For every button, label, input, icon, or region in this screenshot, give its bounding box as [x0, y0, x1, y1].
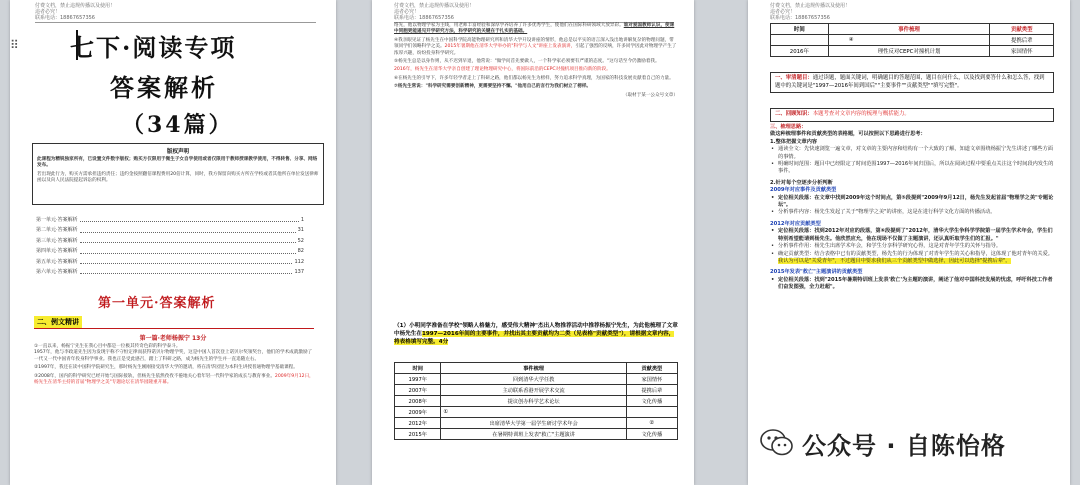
header-text: 违者必究！ [770, 9, 796, 15]
toc-label: 第六单元·答案解析 [36, 269, 78, 276]
page-header [748, 0, 1070, 21]
paragraph: ⑤杨先生总是以身作则，从不迟到早退，他常说："做学问首先要做人，一个科学家必须要有严谨的态度。"这句话至今仍激励着我。 [394, 59, 660, 65]
toc-item[interactable] [36, 246, 304, 256]
source-note: （取材于某一公众号文章） [622, 92, 678, 98]
step-recall-box: 二、回顾知识：本题考查对文章内容的梳理与概括能力。 [770, 108, 1054, 122]
table-row: ④ 提携后辈 [771, 35, 1054, 46]
table-row: 2008年 提议创办科学艺术论坛 文化传播 [395, 396, 678, 407]
header-text: 付费文档，禁止违规传播以及使用！ [35, 3, 116, 9]
paragraph [394, 67, 678, 73]
bullet-item: • 分析事件内容：杨先生发起了关于"物理学之美"的讲座，这是在进行科学文化方面的传播活动。 [770, 209, 1054, 216]
toc-item[interactable] [36, 215, 304, 225]
column-header: 贡献类型 [990, 24, 1054, 35]
subheading: 2015年发表"救亡"主题演讲的贡献类型 [770, 269, 863, 276]
copyright-notice [32, 143, 324, 205]
wechat-icon [760, 428, 794, 458]
paragraph: ③2008年，国内的科学研究已经开始与国际接轨，但杨先生依然孜孜不倦地关心着年轻一代科学家的成长与教育事业。2009年9月12日，杨先生在清华主持的首届"物理学之美"专题论坛在清华园隆重开幕。 [34, 373, 314, 386]
bullet-item: • 分析事件作用：杨先生出席学术年会，和学生分享科学研究心得，这是对青年学生的关怀与指导。 [770, 243, 1054, 250]
table-of-contents [36, 215, 304, 277]
document-page-1 [10, 0, 336, 485]
drag-handle-icon[interactable]: ⠿ [10, 38, 19, 52]
toc-item[interactable] [36, 257, 304, 267]
bullet-item: • 确定贡献类型：结合表格中已有的贡献类型，杨先生的行为体现了对青年学生的关心和指导，这体现了他对青年的关爱。我认为可以是"关爱青年"，不过题目中要求我们从三个贡献类型中做选择，因此可以选择"提携后辈"。 [770, 251, 1054, 266]
paragraph: 络先，他以物理学家为主线，用老师丰富经验和深厚学养培养了许多优秀学生，使他们在国际科研领域大放异彩。谁对爱国教师认识，使课中同胞更能遥见开学研究方法，科学研究的关键在于扎实的基础。 [394, 23, 675, 35]
notice-title: 版权声明 [166, 149, 189, 155]
toc-label: 第五单元·答案解析 [36, 258, 78, 265]
column-header: 贡献类型 [626, 363, 677, 374]
toc-page: 82 [297, 248, 304, 255]
notice-paragraph: 若出现此行为，购买方需承担违约责任；违约金按照翻倍课程费用20倍计算，同时，我方保留向购买方所在学校或者其他所在单位发送律师函以及向人民法院提起诉讼的权利。 [37, 171, 319, 184]
article-body [34, 344, 316, 386]
table-header-row [771, 24, 1054, 35]
highlighted-sentence: 2009年9月12日，杨先生在清华主持的首届"物理学之美"专题论坛在清华园隆重开幕。 [34, 373, 314, 386]
toc-label: 第三单元·答案解析 [36, 237, 78, 244]
bullet-item: • 定位相关段落：在文章中找到2009年这个时间点，第⑤段提到"2009年9月12日，杨先生发起首届"物理学之美"专题论坛"。 [770, 195, 1054, 210]
header-divider [35, 22, 316, 23]
table-row: 2016年 理性反对CEPC对撞机计划 家国情怀 [771, 46, 1054, 57]
highlighted-text: 我认为可以是"关爱青年"，不过题目中要求我们从三个贡献类型中做选择，因此可以选择"提携后辈"。 [778, 257, 1011, 264]
question-prompt: （1）小明同学准备在学校"领略人格魅力，感受伟大精神"杰出人物推荐活动中推荐杨振宁先生，为此他梳理了文章中杨先生在1997—2016年间的主要事件，并找出其主要贡献均为二类（见表格"贡献类型"），请根据文章内容，将表格填写完整。4分 [394, 323, 678, 345]
analysis-section: 三、梳理思路： 做这种梳理事件和贡献类型的表格题，可以按照以下思路进行思考： 1.整体把握文章内容 • 通读全文：先快速浏览一遍文章，对文章的主要内容和结构有一个大致的了解，知道文章围绕杨振宁先生讲述了哪些方面的事情。 • 明确时间范围：题目中已经限定了时间范围1997—2016年间归国后，所以在阅读过程中要重点关注这个时间段内发生的事件。 2.针对每个空逐步分析判断 2009年对应事件及贡献类型 • 定位相关段落：在文章中找到2009年这个时间点，第⑤段提到"2009年9月12日，杨先生发起首届"物理学之美"专题论坛"。 • 分析事件内容：杨先生发起了关于"物理学之美"的讲座，这是在进行科学文化方面的传播活动。 2012年对应贡献类型 • 定位相关段落：找到2012年对应的段落，第⑥段提到了"2012年，清华大学生争科学学院第一届学生学术年会，学生们特别希望能请到杨先生。他欣然应允，他在现场不仅做了主题演讲，还认真听取学生们的汇报。" • 分析事件作用：杨先生出席学术年会，和学生分享科学研究心得，这是对青年学生的关怀与指导。 • 确定贡献类型：结合表格中已有的贡献类型，杨先生的行为体现了对青年学生的关心和指导，这体现了他对青年的关爱。我认为可以是"关爱青年"，不过题目中要求我们从三个贡献类型中做选择，因此可以选择"提携后辈"。 2015年发表"救亡"主题演讲的贡献类型 • 定位相关段落：找到"2015年暑期特训班上发表'救亡'为主题的演讲，阐述了他对中国科技发展的忧虑，呼吁科技工作者们奋发图强，全力赶超"。 [770, 124, 1054, 292]
toc-item[interactable] [36, 267, 304, 277]
toc-item[interactable] [36, 225, 304, 235]
column-header: 事件梳理 [441, 363, 626, 374]
bullet-item: • 通读全文：先快速浏览一遍文章，对文章的主要内容和结构有一个大致的了解，知道文章围绕杨振宁先生讲述了哪些方面的事情。 [770, 146, 1054, 161]
step-review-box: 一、审清题目：通过读题，题面关键词，明确题目的答题范围，题目在问什么，以及找到要答什么和怎么答，找到题中的关键词是"1997—2016年间到国后""主要事件""贡献类型""填写完整"。 [770, 72, 1054, 93]
section-tag: 二、例文精讲 [34, 316, 82, 328]
table-row: 2012年 出席清华大学第一届学生研讨学术年会 ② [395, 418, 678, 429]
bullet-item: • 定位相关段落：找到"2015年暑期特训班上发表'救亡'为主题的演讲，阐述了他对中国科技发展的忧虑，呼吁科技工作者们奋发图强，全力赶超"。 [770, 277, 1054, 292]
table-row: 2009年 ① [395, 407, 678, 418]
paragraph: ⑥在杨先生的引导下，许多年轻学者走上了科研之路，他们都以杨先生为榜样，努力追求科学真理，为国家的科技发展贡献着自己的力量。 [394, 75, 674, 81]
toc-label: 第二单元·答案解析 [36, 227, 78, 234]
column-header: 时间 [395, 363, 441, 374]
paragraph: ②1997年，我还在读中国科学院研究生，那时杨先生刚刚接受清华大学的邀请，将在清华园里为本科生讲授普通物理学基础课程。 [34, 365, 298, 371]
toc-page: 112 [294, 258, 304, 265]
watermark-text: 公众号 · 自陈怡格 [802, 431, 1006, 460]
notice-paragraph: 此课程为精锐独家所有，已设置文件数字版权；购买方仅限用于微生子女自学使用或者仅限用于教师授课教学使用，不得转售、分享、网络发布。 [37, 157, 318, 169]
watermark [760, 420, 1078, 466]
doc-title-line1: 七下·阅读专项 [70, 33, 237, 62]
toc-label: 第四单元·答案解析 [36, 248, 78, 255]
underlined-sentence: 谁对爱国教师认识，使课中同胞更能遥见开学研究方法，科学研究的关键在于扎实的基础。 [394, 23, 675, 35]
unit-title: 第一单元·答案解析 [98, 296, 216, 311]
header-text: 付费文档，禁止违规传播以及使用！ [770, 3, 851, 9]
events-table-continued [770, 23, 1054, 57]
header-phone: 联系电话：18867657356 [35, 15, 95, 21]
header-text: 违者必究！ [394, 9, 420, 15]
highlighted-text: 1997—2016年间的主要事件，并找出其主要贡献均为二类（见表格"贡献类型"），请根据文章内容，将表格填写完整。4分 [394, 331, 675, 345]
table-row: 1997年 回到清华大学任教 家国情怀 [395, 374, 678, 385]
paragraph: ④我亲眼见证了杨先生在中国科学院高能物理研究所和清华大学开设讲座的情形，他总是以平实的语言深入浅出地讲解复杂的物理问题，带领同学们领略科学之美。2015年暑期他在清华大学举办的"科学与人文"讲座上发表演讲，引起了强烈的反响，许多同学因此对物理学产生了浓厚兴趣，纷纷投身科学研究。 [394, 37, 677, 56]
table-row: 2015年 在暑期特训班上发表"救亡"主题演讲 文化传播 [395, 429, 678, 440]
header-phone: 联系电话：18867657356 [394, 15, 454, 21]
header-text: 违者必究！ [35, 9, 61, 15]
toc-page: 1 [300, 217, 304, 223]
toc-page: 137 [294, 269, 304, 276]
subheading: 2012年对应贡献类型 [770, 220, 821, 227]
article-body [394, 23, 678, 99]
page-header [372, 0, 694, 21]
paragraph: ①一直以来，杨振宁先生在我心目中都是一位极其传奇色彩的科学泰斗。 [34, 344, 181, 349]
document-page-3 [748, 0, 1070, 485]
document-page-2 [372, 0, 694, 485]
table-row: 2007年 主动联系香港开展学术交流 提携后辈 [395, 385, 678, 396]
toc-label: 第一单元·答案解析 [36, 217, 78, 223]
highlighted-sentence: 2016年，杨先生在清华大学亲自创建了理论物理研究中心，将国际前沿的CEPC对撞机项目推向新的阶段。 [394, 67, 611, 73]
section-divider [34, 328, 314, 329]
doc-title-line2: 答案解析 [110, 73, 218, 102]
toc-page: 31 [297, 227, 304, 234]
header-text: 付费文档，禁止违规传播以及使用！ [394, 3, 475, 9]
doc-title-line3: （34篇） [122, 112, 234, 138]
page-header [10, 0, 336, 21]
bullet-item: • 明确时间范围：题目中已经限定了时间范围1997—2016年间归国后，所以在阅读过程中要重点关注这个时间段内发生的事件。 [770, 161, 1054, 176]
events-table [394, 362, 678, 440]
paragraph: ⑦杨先生常说："科学研究需要创新精神，更需要坚持不懈。"他用自己的言行为我们树立了榜样。 [394, 84, 592, 90]
bullet-item: • 定位相关段落：找到2012年对应的段落，第⑥段提到了"2012年，清华大学生争科学学院第一届学生学术年会，学生们特别希望能请到杨先生。他欣然应允，他在现场不仅做了主题演讲，还认真听取学生们的汇报。" [770, 228, 1054, 243]
subheading: 2009年对应事件及贡献类型 [770, 187, 837, 194]
highlighted-sentence: 2015年暑期他在清华大学举办的"科学与人文"讲座上发表演讲， [444, 44, 576, 50]
table-header-row [395, 363, 678, 374]
toc-item[interactable] [36, 236, 304, 246]
column-header: 事件梳理 [828, 24, 990, 35]
header-phone: 联系电话：18867657356 [770, 15, 830, 21]
column-header: 时间 [771, 24, 829, 35]
toc-page: 52 [297, 237, 304, 244]
paragraph: 1957年，他与李政道先生因为发现宇称不守恒定律而获得诺贝尔物理学奖，这是中国人首次登上诺贝尔奖领奖台，他们的学术成就激励了一代又一代中国青年投身科学事业。我也正是受此感召，踏上了科研之路，成为杨先生的学生并一直追随左右。 [34, 350, 313, 362]
article-title: 第一篇·老师杨振宁 13分 [139, 335, 207, 342]
